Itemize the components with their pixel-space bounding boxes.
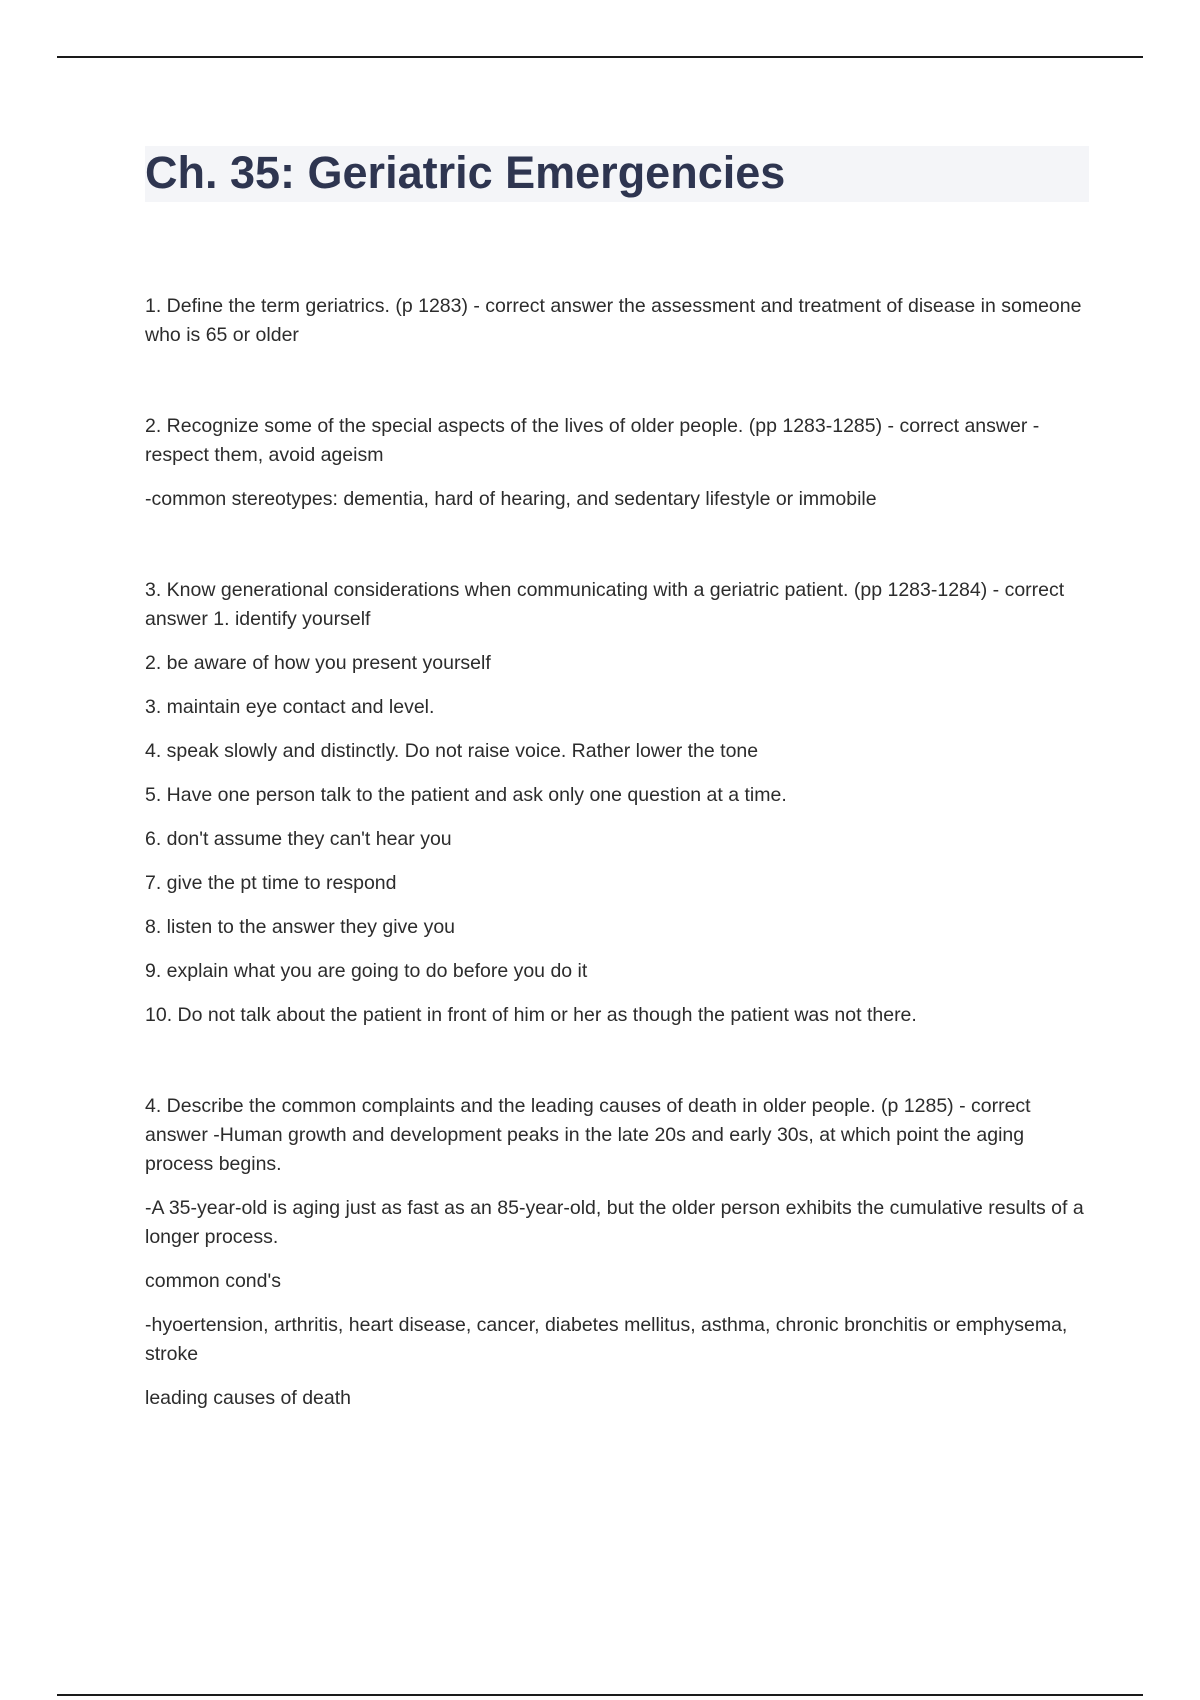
- page-title: Ch. 35: Geriatric Emergencies: [145, 147, 786, 198]
- question-block: [145, 412, 1090, 514]
- question-block: [145, 1092, 1090, 1413]
- top-rule: [57, 56, 1143, 58]
- list-item: 6. don't assume they can't hear you: [145, 828, 452, 850]
- paragraph: common cond's: [145, 1270, 281, 1292]
- question-block: [145, 292, 1090, 350]
- list-item: 2. be aware of how you present yourself: [145, 652, 491, 674]
- paragraph: leading causes of death: [145, 1387, 351, 1409]
- paragraph: -hyoertension, arthritis, heart disease, cancer, diabetes mellitus, asthma, chronic bronchitis or emphysema, stroke: [145, 1314, 1068, 1365]
- list-item: 4. speak slowly and distinctly. Do not raise voice. Rather lower the tone: [145, 740, 759, 762]
- list-item: 9. explain what you are going to do before you do it: [145, 960, 588, 982]
- question-block: [145, 576, 1090, 1030]
- list-item: 5. Have one person talk to the patient and ask only one question at a time.: [145, 784, 787, 806]
- list-item: 3. maintain eye contact and level.: [145, 696, 435, 718]
- list-item: 8. listen to the answer they give you: [145, 916, 456, 938]
- bottom-rule: [57, 1694, 1143, 1696]
- list-item: 7. give the pt time to respond: [145, 872, 397, 894]
- document-body: [145, 292, 1090, 1413]
- paragraph: 2. Recognize some of the special aspects of the lives of older people. (pp 1283-1285) - correct answer -respect them, avoid ageism: [145, 415, 1040, 466]
- paragraph: 1. Define the term geriatrics. (p 1283) - correct answer the assessment and treatment of disease in someone who is 65 or older: [145, 295, 1082, 346]
- paragraph: -common stereotypes: dementia, hard of hearing, and sedentary lifestyle or immobile: [145, 488, 877, 510]
- paragraph: -A 35-year-old is aging just as fast as an 85-year-old, but the older person exhibits the cumulative results of a longer process.: [145, 1197, 1084, 1248]
- list-item: 10. Do not talk about the patient in front of him or her as though the patient was not there.: [145, 1004, 917, 1026]
- paragraph: 3. Know generational considerations when communicating with a geriatric patient. (pp 1283-1284) - correct answer 1. identify yourself: [145, 579, 1065, 630]
- paragraph: 4. Describe the common complaints and the leading causes of death in older people. (p 1285) - correct answer -Human growth and development peaks in the late 20s and early 30s, at which point the aging process begins.: [145, 1095, 1031, 1175]
